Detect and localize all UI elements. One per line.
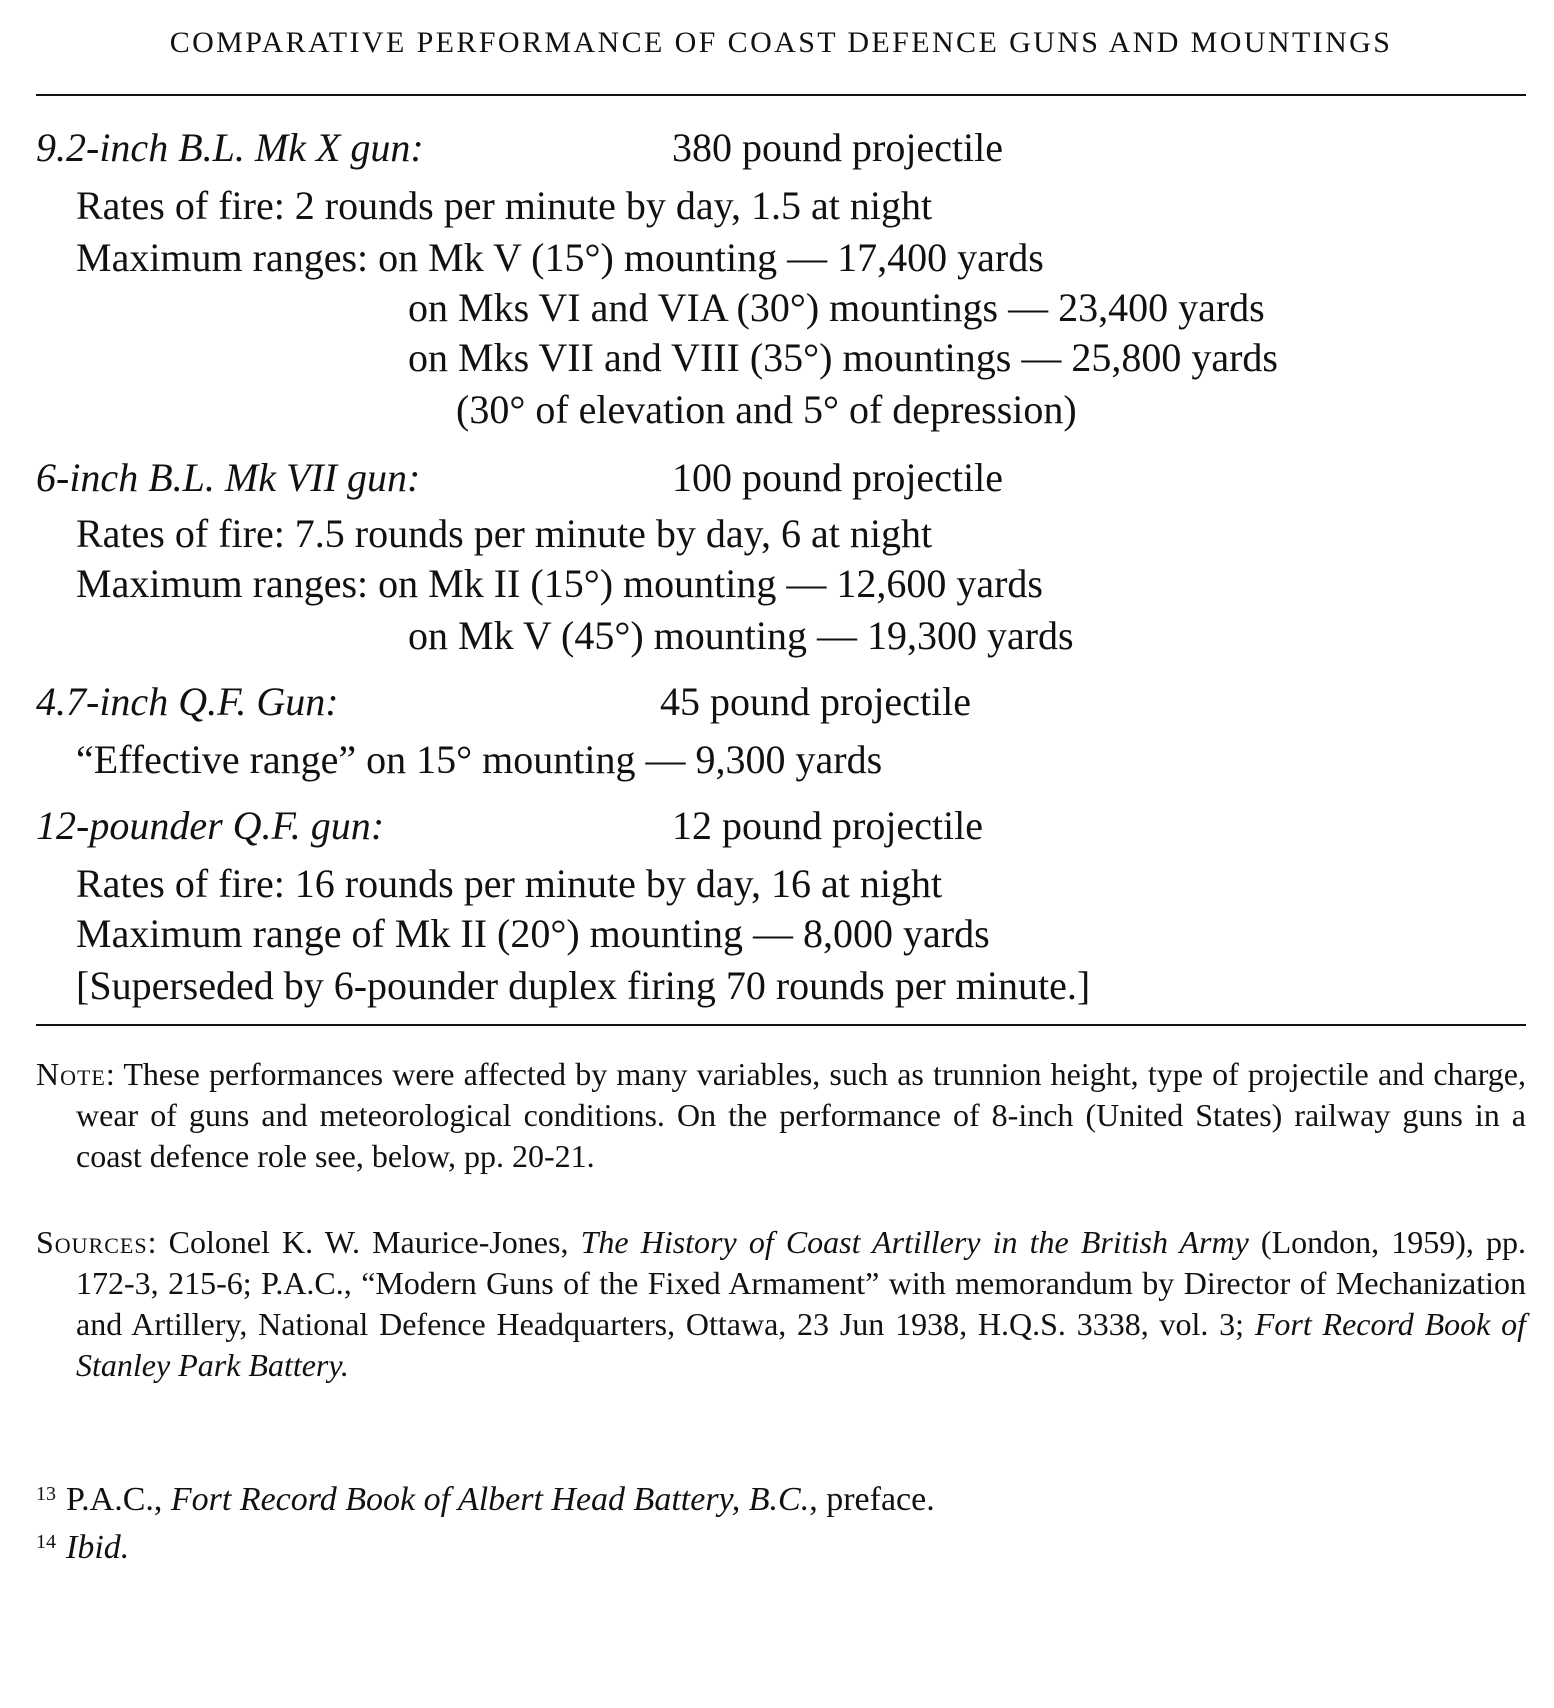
gun-name: 9.2-inch B.L. Mk X gun: bbox=[36, 125, 424, 170]
gun-spec-line: on Mks VII and VIII (35°) mountings — 25,800 yards bbox=[408, 335, 1278, 380]
footnote-title: Ibid. bbox=[66, 1529, 130, 1566]
gun-spec-line: “Effective range” on 15° mounting — 9,300 yards bbox=[76, 737, 883, 782]
table-note: Note: These performances were affected by many variables, such as trunnion height, type of projectile and charge, wear of guns and meteorological conditions. On the performance of 8-inch (United States) railway guns in a coast defence role see, below, pp. 20-21. bbox=[36, 1056, 1527, 1174]
table-sources: Sources: Colonel K. W. Maurice-Jones, The History of Coast Artillery in the British Army (London, 1959), pp. 172-3, 215-6; P.A.C., “Modern Guns of the Fixed Armament” with memorandum by Director of Mechanization and Artillery, National Defence Headquarters, Ottawa, 23 Jun 1938, H.Q.S. 3338, vol. 3; Fort Record Book of Stanley Park Battery. bbox=[36, 1224, 1527, 1383]
gun-spec-line: Maximum range of Mk II (20°) mounting — 8,000 yards bbox=[76, 911, 990, 956]
sources-title: The History of Coast Artillery in the British Army bbox=[580, 1224, 1249, 1260]
footnote bbox=[36, 1520, 129, 1570]
gun-spec-line: Rates of fire: 2 rounds per minute by day, 1.5 at night bbox=[76, 183, 933, 228]
gun-name: 4.7-inch Q.F. Gun: bbox=[36, 679, 339, 724]
note-text: These performances were affected by many variables, such as trunnion height, type of projectile and charge, wear of guns and meteorological conditions. On the performance of 8-inch (United States) railway guns in a coast defence role see, below, pp. 20-21. bbox=[76, 1056, 1527, 1174]
table-heading: COMPARATIVE PERFORMANCE OF COAST DEFENCE GUNS AND MOUNTINGS bbox=[169, 26, 1393, 59]
sources-text: (London, 1959), pp. 172-3, 215-6; P.A.C., “Modern Guns of the Fixed Armament” with memorandum by Director of Mechanization and Artillery, National Defence Headquarters, Ottawa, 23 Jun 1938, H.Q.S. 3338, vol. 3; bbox=[76, 1224, 1527, 1342]
footnote-title: Fort Record Book of Albert Head Battery, B.C. bbox=[170, 1481, 810, 1518]
gun-spec-line: (30° of elevation and 5° of depression) bbox=[456, 387, 1077, 432]
gun-projectile: 45 pound projectile bbox=[660, 679, 972, 724]
sources-title: Fort Record Book of Stanley Park Battery. bbox=[76, 1306, 1527, 1383]
gun-spec-line: Rates of fire: 16 rounds per minute by day, 16 at night bbox=[76, 861, 943, 906]
gun-spec-line: on Mk V (45°) mounting — 19,300 yards bbox=[408, 613, 1074, 658]
gun-spec-line: Maximum ranges: on Mk II (15°) mounting — 12,600 yards bbox=[76, 561, 1043, 606]
gun-projectile: 380 pound projectile bbox=[672, 125, 1004, 170]
gun-name: 12-pounder Q.F. gun: bbox=[36, 803, 385, 848]
sources-text: Colonel K. W. Maurice-Jones, bbox=[168, 1224, 581, 1260]
gun-spec-line: [Superseded by 6-pounder duplex firing 70 rounds per minute.] bbox=[76, 963, 1091, 1008]
sources-label: Sources bbox=[36, 1224, 148, 1260]
gun-spec-line: Rates of fire: 7.5 rounds per minute by day, 6 at night bbox=[76, 511, 933, 556]
footnote-number: 14 bbox=[36, 1531, 56, 1553]
footnote-number: 13 bbox=[36, 1483, 56, 1505]
gun-spec-line: Maximum ranges: on Mk V (15°) mounting — 17,400 yards bbox=[76, 235, 1044, 280]
bottom-rule bbox=[36, 1024, 1526, 1026]
gun-projectile: 12 pound projectile bbox=[672, 803, 984, 848]
gun-spec-line: on Mks VI and VIA (30°) mountings — 23,400 yards bbox=[408, 285, 1265, 330]
top-rule bbox=[36, 94, 1526, 96]
gun-projectile: 100 pound projectile bbox=[672, 455, 1004, 500]
gun-name: 6-inch B.L. Mk VII gun: bbox=[36, 455, 421, 500]
footnote: $^{13}$ P.A.C., Fort Record Book of Albert Head Battery, B.C., preface. bbox=[36, 1481, 935, 1518]
note-label: Note bbox=[36, 1056, 106, 1092]
